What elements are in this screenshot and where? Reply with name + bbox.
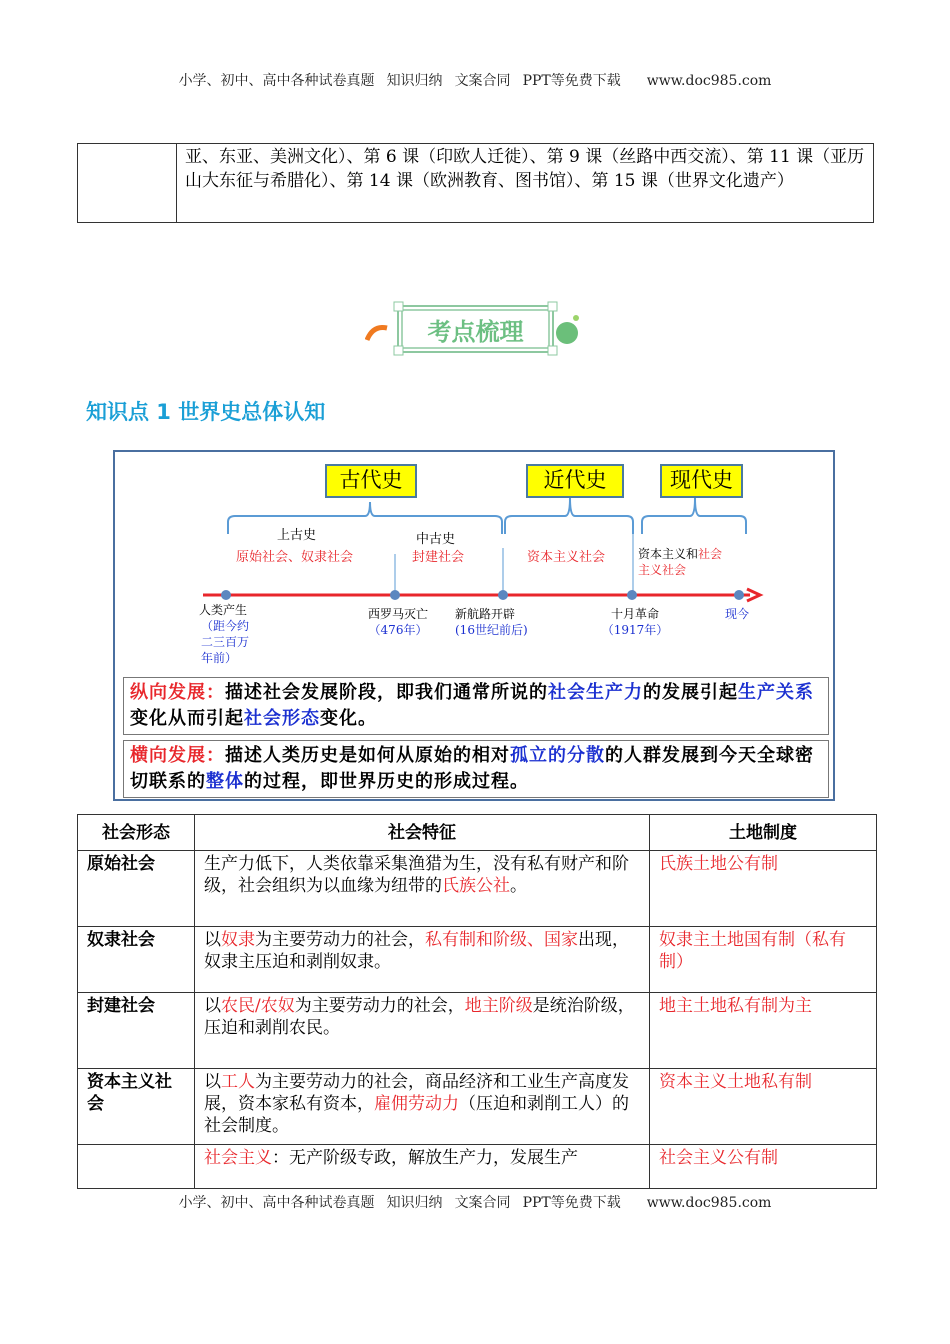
text-segment: 变化。: [320, 708, 377, 729]
label-contemp: 社会: [698, 547, 723, 561]
society-form: 资本主义社会: [78, 1069, 195, 1145]
text-segment: 描述人类历史是如何从原始的相对: [225, 745, 510, 766]
point-note: (16世纪前后): [455, 623, 528, 637]
label-middle-ancient: 中古史: [416, 532, 456, 547]
label-feudal: 封建社会: [412, 550, 465, 565]
land-system: 社会主义公有制: [650, 1145, 877, 1189]
point-label: 十月革命: [610, 607, 659, 621]
text-segment: 变化从而引起: [130, 708, 244, 729]
empty-cell: [78, 144, 177, 223]
course-table-continued: [77, 143, 874, 223]
society-feature: [195, 851, 650, 927]
text-segment: ：无产阶级专政，解放生产力，发展生产: [272, 1148, 578, 1168]
text-segment: 雇佣劳动力: [374, 1094, 459, 1114]
text-segment: 以: [204, 1072, 221, 1092]
text-segment: 社会形态: [244, 708, 320, 729]
table-row: [78, 927, 877, 993]
table-header-row: [78, 815, 877, 851]
point-note: （1917年）: [601, 623, 669, 637]
banner-label: 考点梳理: [427, 318, 524, 346]
period-modern: 近代史: [526, 464, 624, 498]
column-header: 社会特征: [195, 815, 650, 851]
text-segment: 生产力低下，人类依靠采集渔猎为生，没有私有财产和阶级，社会组织为以血缘为纽带的: [204, 854, 629, 896]
footer-text: 小学、初中、高中各种试卷真题: [178, 1195, 375, 1211]
text-segment: 以: [204, 996, 221, 1016]
footer-text: 文案合同: [454, 1195, 511, 1211]
text-segment: 出现，奴隶主压迫和剥削奴隶。: [204, 930, 629, 972]
header-text: PPT等免费下载: [522, 73, 621, 89]
text-segment: 为主要劳动力的社会，商品经济和工业生产高度发展，资本家私有资本，: [204, 1072, 629, 1114]
text-segment: 氏族公社: [442, 876, 510, 896]
society-feature: [195, 1145, 650, 1189]
table-row: [78, 851, 877, 927]
text-segment: 为主要劳动力的社会，: [294, 996, 465, 1016]
text-segment: 的过程，即世界历史的形成过程。: [244, 771, 529, 792]
society-feature: [195, 1069, 650, 1145]
table-row: [78, 1069, 877, 1145]
point-label: 西罗马灭亡: [367, 607, 428, 621]
text-segment: 农民/农奴: [221, 996, 295, 1016]
text-segment: 是统治阶级，压迫和剥削农民。: [204, 996, 635, 1038]
text-segment: 横向发展：: [130, 745, 225, 766]
text-segment: （压迫和剥削工人）的社会制度。: [204, 1094, 629, 1136]
society-form: 原始社会: [78, 851, 195, 927]
text-segment: 私有制和阶级、国家: [425, 930, 578, 950]
land-system: 奴隶主土地国有制（私有制）: [650, 927, 877, 993]
text-segment: 整体: [206, 771, 244, 792]
society-feature: [195, 993, 650, 1069]
header-text: 文案合同: [454, 73, 511, 89]
table-row: [78, 993, 877, 1069]
text-segment: 奴隶: [221, 930, 255, 950]
society-feature: [195, 927, 650, 993]
point-now: 现今: [725, 607, 750, 621]
label-contemp: 资本主义和: [638, 547, 699, 561]
land-system: 资本主义土地私有制: [650, 1069, 877, 1145]
society-table: [77, 814, 877, 1189]
page-header: [0, 70, 950, 90]
society-form: 奴隶社会: [78, 927, 195, 993]
land-system: 地主土地私有制为主: [650, 993, 877, 1069]
land-system: 氏族土地公有制: [650, 851, 877, 927]
timeline-diagram: [113, 450, 835, 801]
point-label: 人类产生: [199, 603, 248, 617]
course-list-cell: 亚、东亚、美洲文化）、第 6 课（印欧人迁徙）、第 9 课（丝路中西交流）、第 11 课（亚历山大东征与希腊化）、第 14 课（欧洲教育、图书馆）、第 15 课（世界文化遗产）: [177, 144, 874, 223]
period-contemporary: 现代史: [660, 464, 743, 498]
point-note: （476年）: [368, 623, 428, 637]
footer-url[interactable]: www.doc985.com: [646, 1195, 772, 1211]
table-row: [78, 1145, 877, 1189]
label-upper-society: 原始社会、奴隶社会: [236, 550, 354, 565]
text-segment: 的人群发展到今天全球密切联系的: [130, 745, 814, 792]
text-segment: 为主要劳动力的社会，: [255, 930, 425, 950]
text-segment: 生产关系: [738, 682, 814, 703]
text-segment: 社会主义: [204, 1148, 272, 1168]
label-capitalist: 资本主义社会: [527, 550, 606, 565]
text-segment: 社会生产力: [548, 682, 643, 703]
society-form: 封建社会: [78, 993, 195, 1069]
text-segment: 。: [510, 876, 527, 896]
column-header: 社会形态: [78, 815, 195, 851]
label-contemp: 主义社会: [638, 563, 687, 577]
point-note: （距今约二三百万年前）: [201, 619, 250, 665]
text-segment: 工人: [221, 1072, 255, 1092]
label-upper-ancient: 上古史: [277, 528, 317, 543]
footer-text: 知识归纳: [386, 1195, 443, 1211]
column-header: 土地制度: [650, 815, 877, 851]
period-ancient: 古代史: [325, 464, 417, 498]
text-segment: 描述社会发展阶段，即我们通常所说的: [225, 682, 548, 703]
text-segment: 以: [204, 930, 221, 950]
society-form: [78, 1145, 195, 1189]
text-segment: 孤立的分散: [510, 745, 605, 766]
header-text: 小学、初中、高中各种试卷真题: [178, 73, 375, 89]
header-url[interactable]: www.doc985.com: [646, 73, 772, 89]
banner: [365, 300, 585, 358]
header-text: 知识归纳: [386, 73, 443, 89]
point-label: 新航路开辟: [455, 607, 516, 621]
section-title: 知识点 1 世界史总体认知: [86, 400, 326, 424]
page-footer: [0, 1192, 950, 1212]
timeline-point: [221, 590, 231, 600]
text-segment: 纵向发展：: [130, 682, 225, 703]
horizontal-development-box: [123, 740, 829, 798]
text-segment: 的发展引起: [643, 682, 738, 703]
text-segment: 地主阶级: [464, 996, 533, 1016]
vertical-development-box: [123, 677, 829, 735]
footer-text: PPT等免费下载: [522, 1195, 621, 1211]
